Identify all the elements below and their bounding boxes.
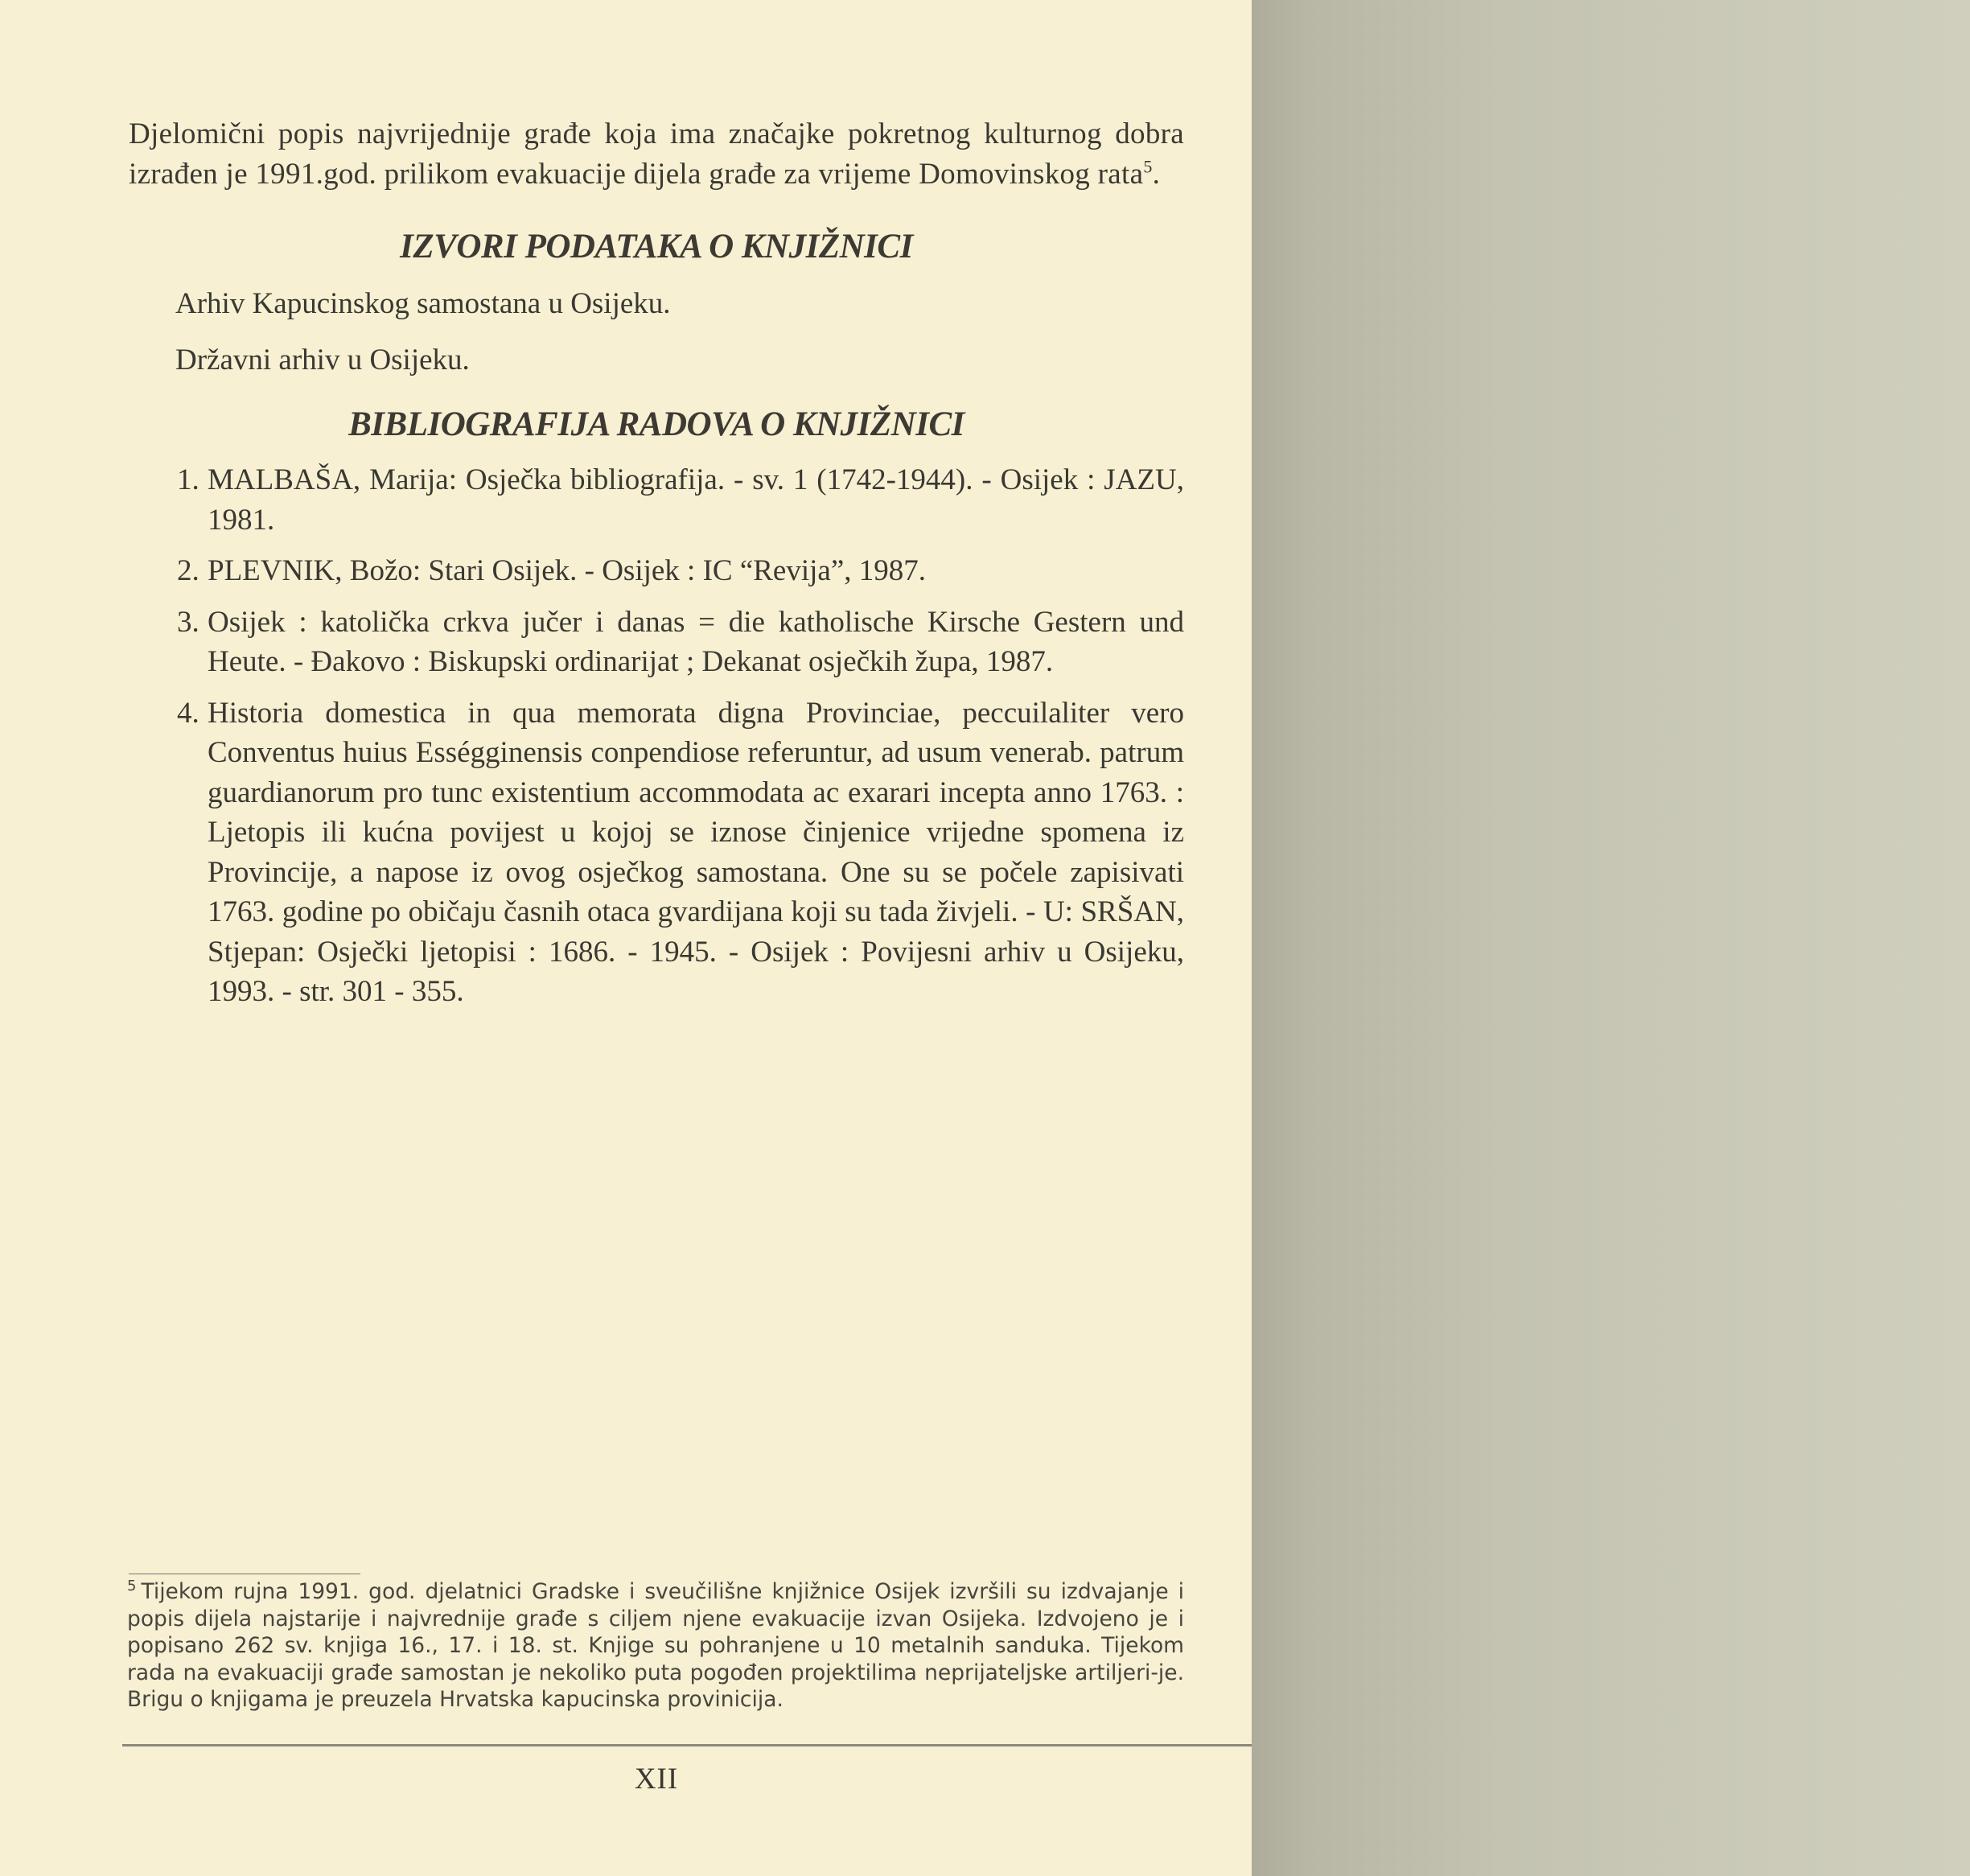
sources-list [175,284,1184,381]
footnote [127,1578,1184,1713]
bibliography-item [177,460,1184,540]
bibliography-item [177,603,1184,682]
bibliography-item-number: 4. [177,696,199,730]
intro-paragraph-end: . [1152,158,1161,191]
bibliography-item-text: PLEVNIK, Božo: Stari Osijek. - Osijek : IC “Revija”, 1987. [208,554,927,587]
sources-heading: IZVORI PODATAKA O KNJIŽNICI [400,228,913,265]
footnote-reference: 5 [1143,156,1153,177]
intro-paragraph-text: Djelomični popis najvrijednije građe koja ima značajke pokretnog kulturnog dobra izrađen je 1991.god. prilikom evakuacije dijela građe za vrijeme Domovinskog rata [129,117,1184,191]
main-content [129,114,1184,1023]
source-item: Arhiv Kapucinskog samostana u Osijeku. [175,287,671,320]
bibliography-item-number: 3. [177,605,199,639]
bibliography-heading: BIBLIOGRAFIJA RADOVA O KNJIŽNICI [348,405,964,443]
page-number: XII [634,1763,679,1796]
footnote-text: Tijekom rujna 1991. god. djelatnici Gradske i sveučilišne knjižnice Osijek izvršili su izdvajanje i popis dijela najstarije i najvrednije građe s ciljem njene evakuacije izvan Osijeka. Izdvojeno je i popisano 262 sv. knjiga 16., 17. i 18. st. Knjige su pohranjene u 10 metalnih sanduka. Tijekom rada na evakuaciji građe samostan je nekoliko puta pogođen projektilima neprijateljske artiljeri-je. Brigu o knjigama je preuzela Hrvatska kapucinska provinicija. [127,1579,1184,1712]
bibliography-item-text: MALBAŠA, Marija: Osječka bibliografija. - sv. 1 (1742-1944). - Osijek : JAZU, 1981. [208,463,1184,537]
intro-paragraph [129,114,1184,195]
bibliography-list [177,460,1184,1012]
bibliography-item-text: Osijek : katolička crkva jučer i danas = die katholische Kirsche Gestern und Heute. - Đakovo : Biskupski ordinarijat ; Dekanat osječkih župa, 1987. [208,605,1184,678]
footnote-number: 5 [127,1578,137,1595]
source-item: Državni arhiv u Osijeku. [175,344,470,376]
bibliography-item-number: 2. [177,554,199,587]
bibliography-item-text: Historia domestica in qua memorata digna Provinciae, peccuilaliter vero Conventus huius Ességginensis conpendiose referuntur, ad usum venerab. patrum guardianorum pro tunc existentium accommodata ac exarari incepta anno 1763. : Ljetopis ili kućna povijest u kojoj se iznose činjenice vrijedne spomena iz Provincije, a napose iz ovog osječkog samostana. One su se počele zapisivati 1763. godine po običaju časnih otaca gvardijana koji su tada živjeli. - U: SRŠAN, Stjepan: Osječki ljetopisi : 1686. - 1945. - Osijek : Povijesni arhiv u Osijeku, 1993. - str. 301 - 355. [208,696,1184,1008]
scan-shadow-panel [1252,0,1970,1876]
bibliography-item [177,551,1184,591]
bibliography-item-number: 1. [177,463,199,496]
bibliography-item [177,693,1184,1012]
bottom-rule [122,1744,1252,1746]
